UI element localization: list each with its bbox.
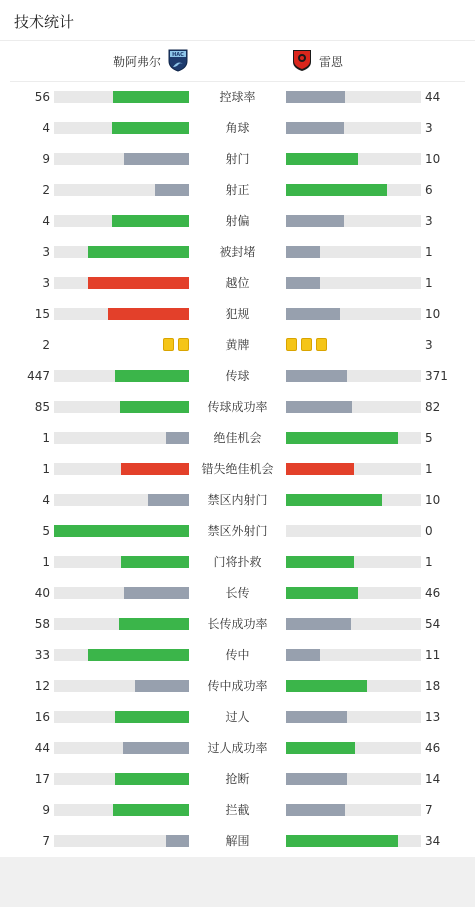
stat-row (0, 707, 475, 727)
away-team-badge-icon (291, 48, 313, 75)
away-stat-value: 1 (425, 276, 433, 290)
stat-label: 犯规 (225, 307, 250, 321)
home-stat-bar-fill (148, 494, 189, 506)
home-stat-bar-fill (113, 804, 189, 816)
stat-row (0, 738, 475, 758)
away-stat-bar (286, 835, 421, 847)
away-stat-bar-fill (286, 587, 358, 599)
away-stat-bar-fill (286, 91, 345, 103)
home-stat-value: 12 (34, 679, 50, 693)
home-stat-bar (54, 587, 189, 599)
home-stat-bar-fill (115, 370, 189, 382)
stat-label: 禁区外射门 (207, 524, 268, 538)
home-stat-value: 85 (34, 400, 50, 414)
home-stat-value: 17 (34, 772, 50, 786)
stat-label: 控球率 (219, 90, 256, 104)
home-stat-bar-fill (113, 91, 189, 103)
home-stat-bar-fill (112, 122, 189, 134)
away-stat-bar-fill (286, 246, 320, 258)
home-stat-bar (54, 494, 189, 506)
stat-label: 长传 (225, 586, 250, 600)
away-stat-bar-fill (286, 742, 355, 754)
home-team-name: 勒阿弗尔 (112, 54, 161, 69)
home-stat-value: 33 (34, 648, 50, 662)
away-stat-bar (286, 463, 421, 475)
stat-row (0, 490, 475, 510)
away-stat-value: 371 (425, 369, 448, 383)
away-stat-value: 10 (425, 152, 441, 166)
away-stat-bar-fill (286, 153, 358, 165)
stat-label: 射正 (225, 183, 250, 197)
away-stat-value: 1 (425, 245, 433, 259)
away-team[interactable] (291, 49, 343, 73)
away-stat-bar (286, 184, 421, 196)
stat-label: 抢断 (225, 772, 250, 786)
svg-text:HAC: HAC (172, 51, 184, 58)
home-stat-value: 16 (34, 710, 50, 724)
home-stat-bar-fill (120, 401, 189, 413)
home-stat-value: 56 (34, 90, 50, 104)
stat-label: 绝佳机会 (213, 431, 262, 445)
stat-label: 传球 (225, 369, 250, 383)
away-stat-bar (286, 587, 421, 599)
away-stat-bar-fill (286, 432, 398, 444)
stat-label: 禁区内射门 (207, 493, 268, 507)
away-stat-bar-fill (286, 308, 340, 320)
stat-row (0, 304, 475, 324)
away-stat-bar-fill (286, 370, 347, 382)
home-stat-value: 15 (34, 307, 50, 321)
home-stat-bar (54, 277, 189, 289)
home-stat-bar (54, 122, 189, 134)
home-stat-value: 9 (42, 803, 50, 817)
home-stat-bar (54, 618, 189, 630)
stat-label: 传中成功率 (207, 679, 268, 693)
yellow-card-icon (301, 338, 312, 351)
home-stat-bar-fill (108, 308, 189, 320)
home-stat-bar-fill (135, 680, 189, 692)
stat-label: 角球 (225, 121, 250, 135)
away-stat-value: 11 (425, 648, 441, 662)
away-stat-bar-fill (286, 773, 347, 785)
stat-label: 越位 (225, 276, 250, 290)
away-stat-bar-fill (286, 494, 382, 506)
stat-row (0, 800, 475, 820)
away-stat-bar-fill (286, 122, 344, 134)
yellow-card-icon (178, 338, 189, 351)
away-stat-value: 44 (425, 90, 441, 104)
stat-row (0, 149, 475, 169)
home-stat-bar-fill (121, 463, 189, 475)
away-stat-value: 5 (425, 431, 433, 445)
away-stat-value: 46 (425, 586, 441, 600)
away-stat-bar (286, 711, 421, 723)
home-stat-bar-fill (119, 618, 189, 630)
away-stat-bar-fill (286, 835, 398, 847)
away-stat-bar (286, 649, 421, 661)
home-stat-value: 2 (42, 183, 50, 197)
stat-label: 被封堵 (219, 245, 256, 259)
home-stat-bar (54, 742, 189, 754)
away-stat-bar-fill (286, 804, 345, 816)
stat-row (0, 459, 475, 479)
stat-row (0, 242, 475, 262)
away-stat-value: 46 (425, 741, 441, 755)
away-stat-bar (286, 277, 421, 289)
away-stat-bar-fill (286, 184, 387, 196)
home-stat-bar-fill (88, 277, 189, 289)
away-stat-bar (286, 91, 421, 103)
home-stat-bar (54, 308, 189, 320)
away-stat-bar-fill (286, 649, 320, 661)
divider (10, 81, 465, 82)
home-stat-value: 3 (42, 245, 50, 259)
away-stat-bar (286, 804, 421, 816)
away-stat-bar-fill (286, 463, 354, 475)
away-yellow-cards (286, 338, 327, 352)
home-stat-bar (54, 215, 189, 227)
away-stat-value: 18 (425, 679, 441, 693)
stat-row (0, 87, 475, 107)
away-stat-value: 10 (425, 493, 441, 507)
home-stat-bar (54, 401, 189, 413)
home-stat-value: 7 (42, 834, 50, 848)
home-stat-bar (54, 246, 189, 258)
home-stat-value: 58 (34, 617, 50, 631)
home-stat-bar-fill (115, 773, 189, 785)
away-stat-value: 6 (425, 183, 433, 197)
home-stat-bar (54, 184, 189, 196)
home-stat-value: 40 (34, 586, 50, 600)
home-stat-bar-fill (54, 525, 189, 537)
stat-label: 黄牌 (225, 338, 250, 352)
away-stat-value: 0 (425, 524, 433, 538)
away-stat-bar-fill (286, 618, 351, 630)
stat-row (0, 583, 475, 603)
home-stat-bar-fill (123, 742, 189, 754)
stat-row (0, 552, 475, 572)
away-stat-bar-fill (286, 401, 352, 413)
away-stat-bar (286, 401, 421, 413)
home-stat-value: 3 (42, 276, 50, 290)
home-stat-bar-fill (112, 215, 189, 227)
stat-label: 过人成功率 (207, 741, 268, 755)
stat-row (0, 366, 475, 386)
stat-label: 长传成功率 (207, 617, 268, 631)
yellow-card-icon (286, 338, 297, 351)
away-stat-value: 1 (425, 555, 433, 569)
home-stat-bar (54, 432, 189, 444)
home-stat-bar-fill (88, 649, 189, 661)
home-stat-value: 5 (42, 524, 50, 538)
home-stat-bar (54, 370, 189, 382)
home-stat-bar (54, 556, 189, 568)
home-stat-bar-fill (88, 246, 189, 258)
away-stat-bar (286, 556, 421, 568)
stat-label: 过人 (225, 710, 250, 724)
home-stat-bar (54, 835, 189, 847)
home-stat-value: 44 (34, 741, 50, 755)
stat-label: 射门 (225, 152, 250, 166)
away-team-name: 雷恩 (319, 54, 344, 69)
away-stat-value: 1 (425, 462, 433, 476)
home-stat-bar (54, 804, 189, 816)
stat-row (0, 335, 475, 355)
away-stat-bar (286, 773, 421, 785)
home-team[interactable] (113, 49, 189, 73)
away-stat-bar (286, 525, 421, 537)
stat-row (0, 180, 475, 200)
home-stat-value: 447 (27, 369, 50, 383)
home-stat-value: 1 (42, 555, 50, 569)
stat-row (0, 428, 475, 448)
divider (0, 40, 475, 41)
page-title: 技术统计 (14, 13, 75, 31)
yellow-card-icon (316, 338, 327, 351)
away-stat-value: 13 (425, 710, 441, 724)
stat-row (0, 118, 475, 138)
away-stat-bar (286, 432, 421, 444)
stat-label: 传中 (225, 648, 250, 662)
away-stat-bar (286, 680, 421, 692)
away-stat-bar-fill (286, 711, 347, 723)
away-stat-value: 3 (425, 214, 433, 228)
away-stat-bar (286, 618, 421, 630)
stat-label: 拦截 (225, 803, 250, 817)
home-stat-value: 9 (42, 152, 50, 166)
home-stat-bar-fill (155, 184, 189, 196)
stat-row (0, 645, 475, 665)
stat-row (0, 211, 475, 231)
home-stat-bar (54, 463, 189, 475)
away-stat-bar (286, 153, 421, 165)
away-stat-bar-fill (286, 556, 354, 568)
home-stat-bar-fill (124, 587, 189, 599)
away-stat-value: 3 (425, 121, 433, 135)
stat-label: 传球成功率 (207, 400, 268, 414)
away-stat-bar (286, 742, 421, 754)
home-stat-bar (54, 91, 189, 103)
away-stat-value: 34 (425, 834, 441, 848)
stat-label: 解围 (225, 834, 250, 848)
home-stat-bar-fill (121, 556, 189, 568)
home-stat-bar-fill (115, 711, 189, 723)
stat-row (0, 831, 475, 851)
away-stat-value: 14 (425, 772, 441, 786)
home-stat-bar-fill (166, 432, 189, 444)
home-stat-bar-fill (124, 153, 189, 165)
away-stat-value: 10 (425, 307, 441, 321)
stat-label: 射偏 (225, 214, 250, 228)
home-stat-value: 1 (42, 462, 50, 476)
home-stat-bar (54, 711, 189, 723)
home-stat-bar (54, 680, 189, 692)
away-stat-bar (286, 308, 421, 320)
away-stat-value: 7 (425, 803, 433, 817)
home-stat-value: 4 (42, 121, 50, 135)
stat-row (0, 614, 475, 634)
home-stat-value: 4 (42, 493, 50, 507)
home-stat-bar-fill (166, 835, 189, 847)
away-stat-value: 54 (425, 617, 441, 631)
away-stat-bar (286, 215, 421, 227)
home-stat-bar (54, 649, 189, 661)
away-stat-bar-fill (286, 277, 320, 289)
stat-label: 错失绝佳机会 (201, 462, 274, 476)
home-stat-bar (54, 525, 189, 537)
away-stat-bar-fill (286, 215, 344, 227)
away-stat-value: 82 (425, 400, 441, 414)
away-stat-bar (286, 246, 421, 258)
home-stat-bar (54, 153, 189, 165)
away-stat-bar (286, 370, 421, 382)
home-yellow-cards (163, 338, 189, 352)
away-stat-value: 3 (425, 338, 433, 352)
away-stat-bar (286, 122, 421, 134)
home-stat-bar (54, 773, 189, 785)
home-stat-value: 1 (42, 431, 50, 445)
home-stat-value: 4 (42, 214, 50, 228)
home-stat-value: 2 (42, 338, 50, 352)
away-stat-bar (286, 494, 421, 506)
stat-row (0, 676, 475, 696)
stat-row (0, 397, 475, 417)
stat-row (0, 273, 475, 293)
stat-row (0, 521, 475, 541)
stat-label: 门将扑救 (213, 555, 262, 569)
home-team-badge-icon (167, 48, 189, 75)
stat-row (0, 769, 475, 789)
yellow-card-icon (163, 338, 174, 351)
away-stat-bar-fill (286, 680, 367, 692)
